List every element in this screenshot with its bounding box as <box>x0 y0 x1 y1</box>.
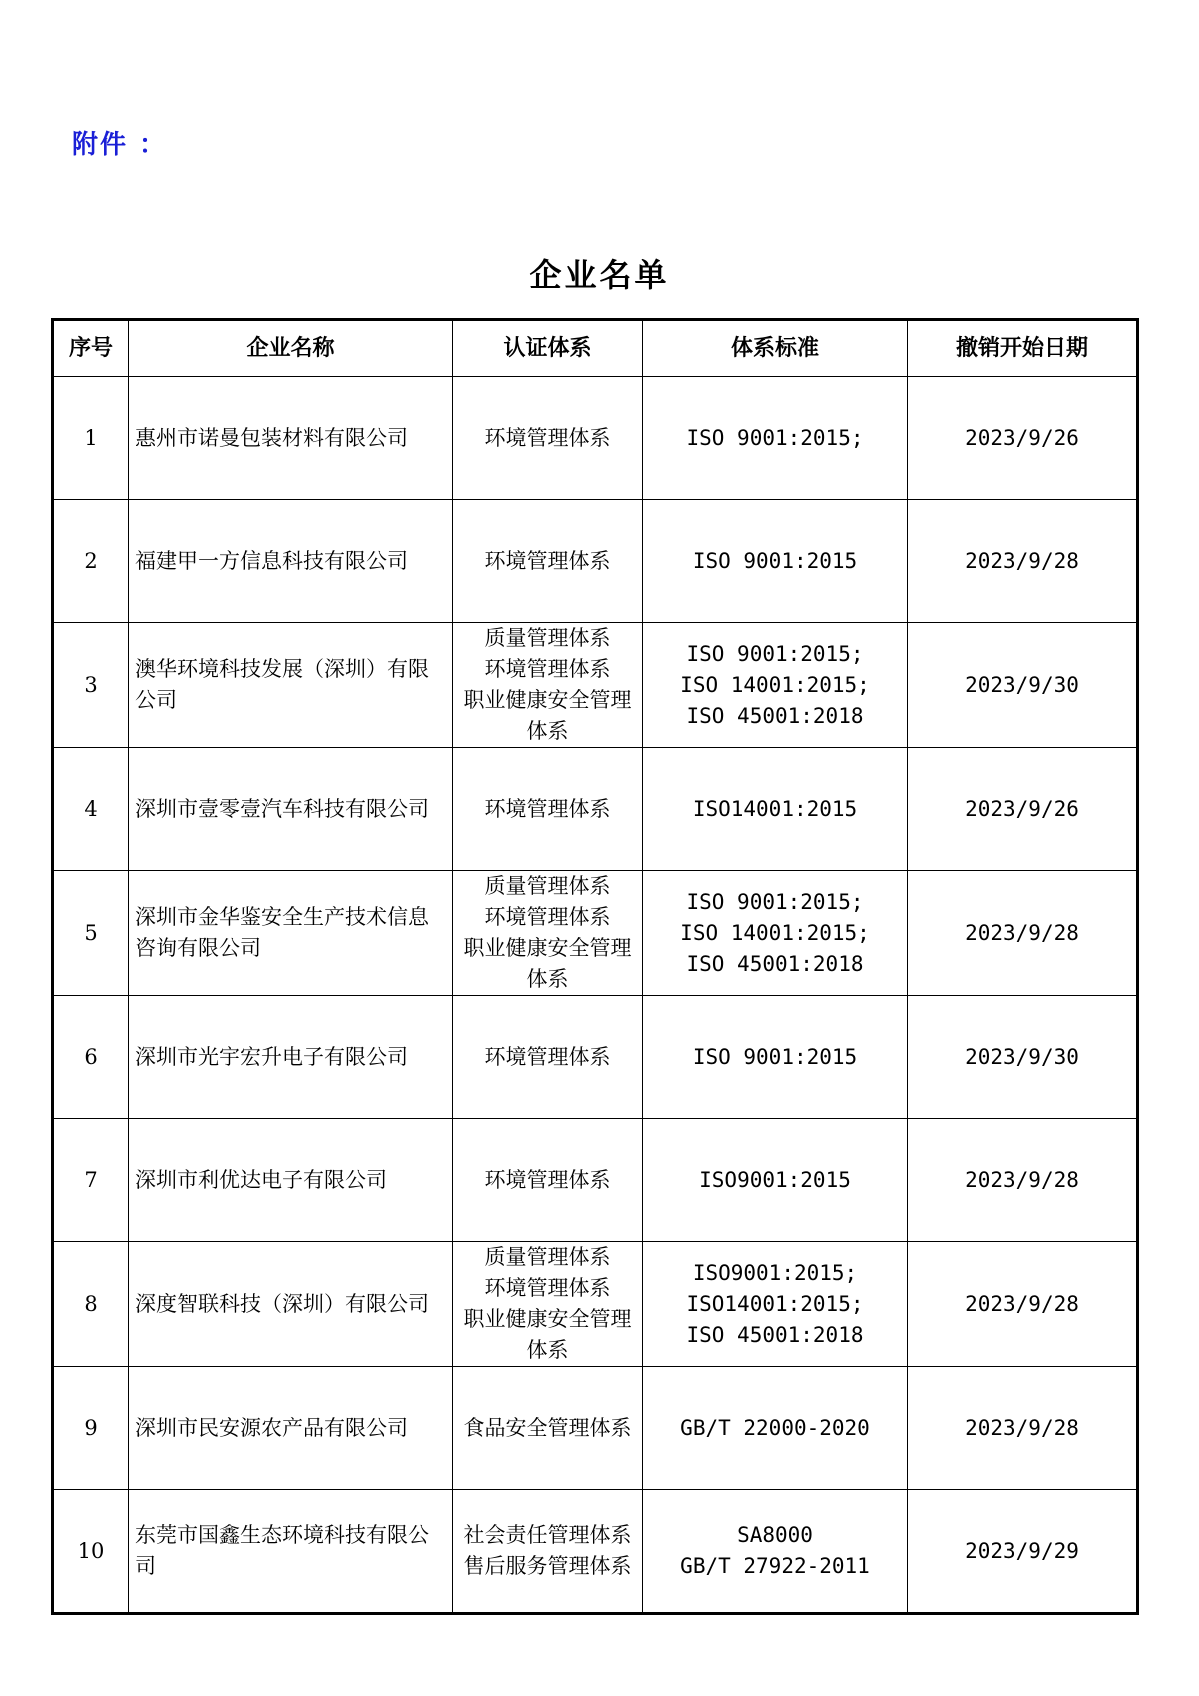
cert-system-line: 环境管理体系 <box>484 905 611 929</box>
standard-line: GB/T 27922-2011 <box>680 1554 870 1578</box>
row-cert-system <box>453 996 643 1119</box>
row-standard <box>643 1367 908 1490</box>
row-company-name: 福建甲一方信息科技有限公司 <box>129 500 453 623</box>
row-revoke-date: 2023/9/29 <box>908 1490 1138 1614</box>
row-revoke-date: 2023/9/30 <box>908 623 1138 748</box>
cert-system-line: 职业健康安全管理体系 <box>463 1307 632 1362</box>
cert-system-line: 环境管理体系 <box>484 657 611 681</box>
row-revoke-date: 2023/9/30 <box>908 996 1138 1119</box>
table-header-row <box>53 320 1138 377</box>
row-revoke-date: 2023/9/28 <box>908 1119 1138 1242</box>
row-standard <box>643 623 908 748</box>
col-header-name: 企业名称 <box>129 320 453 377</box>
cert-system-line: 环境管理体系 <box>484 548 611 573</box>
standard-line: ISO9001:2015; <box>692 1260 858 1285</box>
row-standard <box>643 500 908 623</box>
standard-line: ISO 45001:2018 <box>686 1322 864 1347</box>
col-header-seq: 序号 <box>53 320 129 377</box>
row-cert-system <box>453 871 643 996</box>
row-revoke-date: 2023/9/26 <box>908 748 1138 871</box>
row-standard <box>643 1490 908 1614</box>
row-company-name: 深圳市利优达电子有限公司 <box>129 1119 453 1242</box>
row-standard <box>643 871 908 996</box>
table-row <box>53 1367 1138 1490</box>
row-cert-system <box>453 748 643 871</box>
row-company-name: 东莞市国鑫生态环境科技有限公司 <box>129 1490 453 1614</box>
standard-line: ISO 9001:2015; <box>686 425 864 450</box>
cert-system-line: 食品安全管理体系 <box>463 1415 632 1440</box>
table-row <box>53 377 1138 500</box>
page-title: 企业名单 <box>529 256 670 294</box>
row-standard <box>643 1242 908 1367</box>
cert-system-line: 环境管理体系 <box>484 1167 611 1192</box>
row-company-name: 深圳市金华鉴安全生产技术信息咨询有限公司 <box>129 871 453 996</box>
row-revoke-date: 2023/9/28 <box>908 1367 1138 1490</box>
standard-line: GB/T 22000-2020 <box>680 1415 870 1440</box>
standard-line: ISO 14001:2015; <box>680 672 870 697</box>
col-header-std: 体系标准 <box>643 320 908 377</box>
row-cert-system <box>453 623 643 748</box>
row-company-name: 惠州市诺曼包装材料有限公司 <box>129 377 453 500</box>
standard-line: ISO14001:2015 <box>692 796 858 821</box>
cert-system-line: 环境管理体系 <box>484 796 611 821</box>
standard-line: ISO 14001:2015; <box>680 920 870 945</box>
row-revoke-date: 2023/9/28 <box>908 871 1138 996</box>
cert-system-line: 质量管理体系 <box>484 1245 611 1269</box>
row-standard <box>643 377 908 500</box>
table-row <box>53 1242 1138 1367</box>
row-cert-system <box>453 500 643 623</box>
row-seq: 9 <box>53 1367 129 1490</box>
standard-line: ISO9001:2015 <box>699 1167 851 1192</box>
col-header-cert: 认证体系 <box>453 320 643 377</box>
standard-line: ISO 9001:2015 <box>692 1044 858 1069</box>
row-seq: 3 <box>53 623 129 748</box>
standard-line: ISO 9001:2015; <box>686 889 864 914</box>
enterprise-table <box>51 318 1139 1615</box>
standard-line: ISO14001:2015; <box>686 1291 864 1316</box>
row-revoke-date: 2023/9/26 <box>908 377 1138 500</box>
cert-system-line: 质量管理体系 <box>484 874 611 898</box>
cert-system-line: 环境管理体系 <box>484 1044 611 1069</box>
table-row <box>53 623 1138 748</box>
table-row <box>53 996 1138 1119</box>
table-row <box>53 1490 1138 1614</box>
attachment-label: 附件 ： <box>72 130 168 160</box>
table-row <box>53 748 1138 871</box>
row-seq: 2 <box>53 500 129 623</box>
row-seq: 8 <box>53 1242 129 1367</box>
row-cert-system <box>453 1367 643 1490</box>
cert-system-line: 售后服务管理体系 <box>463 1554 632 1578</box>
standard-line: ISO 45001:2018 <box>686 703 864 728</box>
row-cert-system <box>453 1490 643 1614</box>
table-row <box>53 500 1138 623</box>
row-cert-system <box>453 1242 643 1367</box>
row-company-name: 深圳市光宇宏升电子有限公司 <box>129 996 453 1119</box>
standard-line: SA8000 <box>737 1523 813 1547</box>
row-standard <box>643 1119 908 1242</box>
cert-system-line: 环境管理体系 <box>484 425 611 450</box>
row-seq: 10 <box>53 1490 129 1614</box>
table-body <box>53 377 1138 1614</box>
row-company-name: 深圳市壹零壹汽车科技有限公司 <box>129 748 453 871</box>
cert-system-line: 质量管理体系 <box>484 626 611 650</box>
cert-system-line: 职业健康安全管理体系 <box>463 936 632 991</box>
table-row <box>53 871 1138 996</box>
standard-line: ISO 9001:2015 <box>692 548 858 573</box>
col-header-date: 撤销开始日期 <box>908 320 1138 377</box>
row-cert-system <box>453 377 643 500</box>
row-standard <box>643 748 908 871</box>
row-seq: 5 <box>53 871 129 996</box>
cert-system-line: 环境管理体系 <box>484 1276 611 1300</box>
row-seq: 7 <box>53 1119 129 1242</box>
row-seq: 6 <box>53 996 129 1119</box>
row-cert-system <box>453 1119 643 1242</box>
cert-system-line: 职业健康安全管理体系 <box>463 688 632 743</box>
row-standard <box>643 996 908 1119</box>
row-seq: 1 <box>53 377 129 500</box>
row-revoke-date: 2023/9/28 <box>908 1242 1138 1367</box>
table-row <box>53 1119 1138 1242</box>
standard-line: ISO 9001:2015; <box>686 641 864 666</box>
standard-line: ISO 45001:2018 <box>686 951 864 976</box>
row-company-name: 深圳市民安源农产品有限公司 <box>129 1367 453 1490</box>
row-company-name: 澳华环境科技发展（深圳）有限公司 <box>129 623 453 748</box>
cert-system-line: 社会责任管理体系 <box>463 1523 632 1547</box>
row-revoke-date: 2023/9/28 <box>908 500 1138 623</box>
row-company-name: 深度智联科技（深圳）有限公司 <box>129 1242 453 1367</box>
row-seq: 4 <box>53 748 129 871</box>
